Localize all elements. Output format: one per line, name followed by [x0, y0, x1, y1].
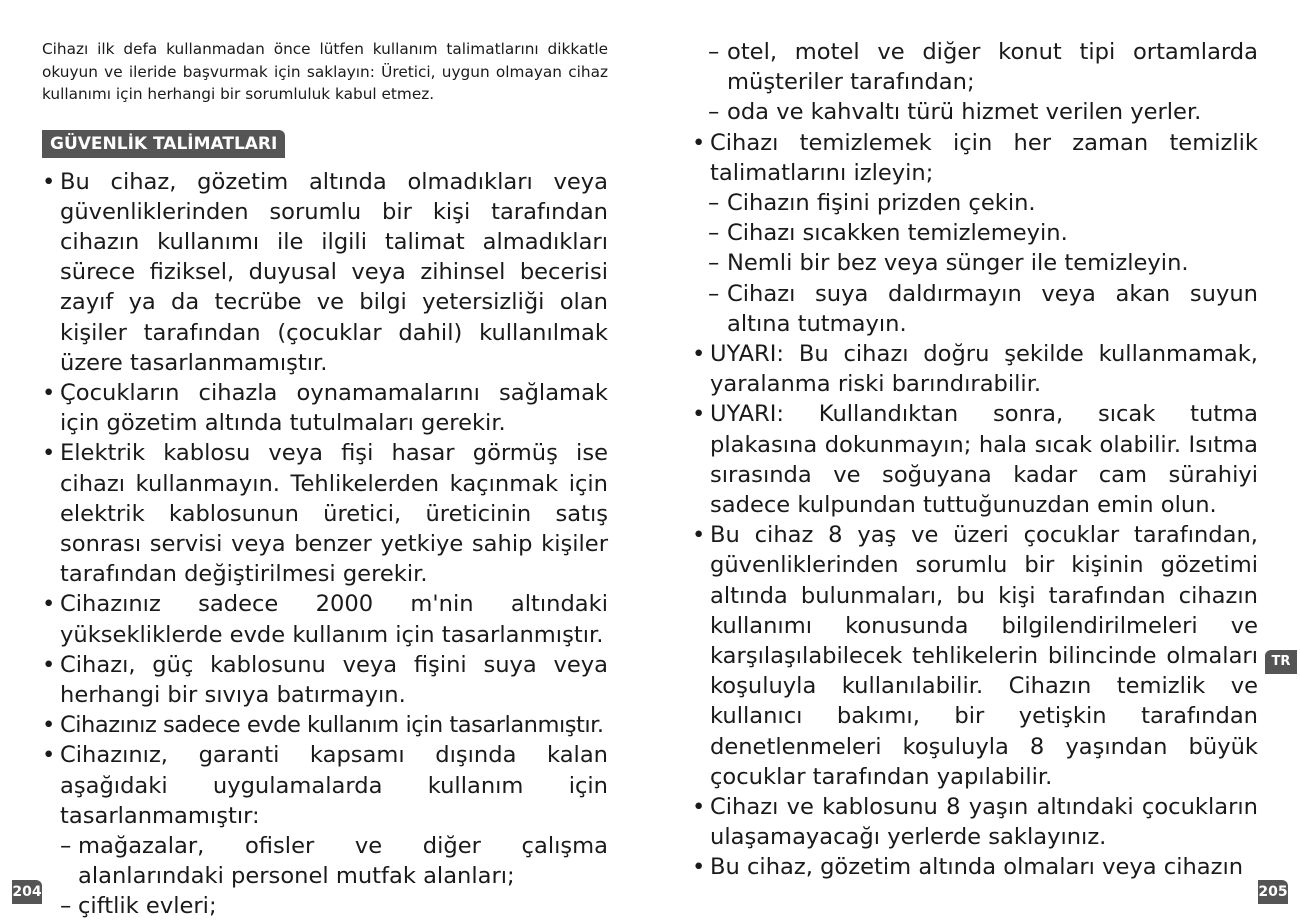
list-item: • UYARI: Bu cihazı doğru şekilde kullanmamak, yaralanma riski barındırabilir. — [692, 339, 1258, 399]
page-number-right: 205 — [1258, 880, 1288, 904]
list-item: • Çocukların cihazla oynamamalarını sağlamak için gözetim altında tutulmaları gerekir. — [42, 378, 608, 438]
section-heading: GÜVENLİK TALİMATLARI — [42, 130, 285, 158]
list-item: • UYARI: Kullandıktan sonra, sıcak tutma plakasına dokunmayın; hala sıcak olabilir. Isıtma sırasında ve soğuyana kadar cam sürahiyi sadece kulpundan tuttuğunuzdan emin olun. — [692, 399, 1258, 520]
safety-list-left — [42, 167, 608, 922]
sub-list-item: – Cihazın fişini prizden çekin. — [692, 188, 1258, 218]
safety-list-right — [692, 37, 1258, 883]
list-item: • Bu cihaz, gözetim altında olmaları veya cihazın — [692, 852, 1258, 882]
list-item: • Cihazınız, garanti kapsamı dışında kalan aşağıdaki uygulamalarda kullanım için tasarlanmamıştır: — [42, 740, 608, 831]
intro-paragraph: Cihazı ilk defa kullanmadan önce lütfen kullanım talimatlarını dikkatle okuyun ve ileride başvurmak için saklayın: Üretici, uygun olmayan cihaz kullanımı için herhangi bir sorumluluk kabul etmez. — [42, 40, 608, 103]
list-item: • Cihazı, güç kablosunu veya fişini suya veya herhangi bir sıvıya batırmayın. — [42, 650, 608, 710]
language-tab: TR — [1265, 650, 1297, 674]
list-item: • Cihazı ve kablosunu 8 yaşın altındaki çocukların ulaşamayacağı yerlerde saklayınız. — [692, 792, 1258, 852]
list-item: • Cihazınız sadece 2000 m'nin altındaki yüksekliklerde evde kullanım için tasarlanmıştır. — [42, 589, 608, 649]
sub-list-item: – otel, motel ve diğer konut tipi ortamlarda müşteriler tarafından; — [692, 37, 1258, 97]
list-item: • Cihazınız sadece evde kullanım için tasarlanmıştır. — [42, 710, 608, 740]
list-item: • Bu cihaz 8 yaş ve üzeri çocuklar tarafından, güvenliklerinden sorumlu bir kişinin gözetimi altında bulunmaları, bu kişi tarafından cihazın kullanımı konusunda bilgilendirilmeleri ve karşılaşılabilecek tehlikelerin bilincinde olmaları koşuluyla kullanılabilir. Cihazın temizlik ve kullanıcı bakımı, bir yetişkin tarafından denetlenmeleri koşuluyla 8 yaşından büyük çocuklar tarafından yapılabilir. — [692, 520, 1258, 792]
right-page — [692, 0, 1258, 883]
sub-list-item: – Cihazı suya daldırmayın veya akan suyun altına tutmayın. — [692, 279, 1258, 339]
sub-list-item: – oda ve kahvaltı türü hizmet verilen yerler. — [692, 97, 1258, 127]
sub-list-item: – mağazalar, ofisler ve diğer çalışma alanlarındaki personel mutfak alanları; — [42, 831, 608, 891]
sub-list-item: – Cihazı sıcakken temizlemeyin. — [692, 218, 1258, 248]
list-item: • Cihazı temizlemek için her zaman temizlik talimatlarını izleyin; — [692, 128, 1258, 188]
page-number-left: 204 — [12, 880, 42, 904]
list-item: • Elektrik kablosu veya fişi hasar görmüş ise cihazı kullanmayın. Tehlikelerden kaçınmak için elektrik kablosunun üretici, üreticinin satış sonrası servisi veya benzer yetkiye sahip kişiler tarafından değiştirilmesi gerekir. — [42, 438, 608, 589]
sub-list-item: – Nemli bir bez veya sünger ile temizleyin. — [692, 248, 1258, 278]
left-page — [42, 0, 608, 922]
sub-list-item: – çiftlik evleri; — [42, 891, 608, 921]
list-item: • Bu cihaz, gözetim altında olmadıkları veya güvenliklerinden sorumlu bir kişi tarafından cihazın kullanımı ile ilgili talimat almadıkları sürece fiziksel, duyusal veya zihinsel becerisi zayıf ya da tecrübe ve bilgi yetersizliği olan kişiler tarafından (çocuklar dahil) kullanılmak üzere tasarlanmamıştır. — [42, 167, 608, 378]
